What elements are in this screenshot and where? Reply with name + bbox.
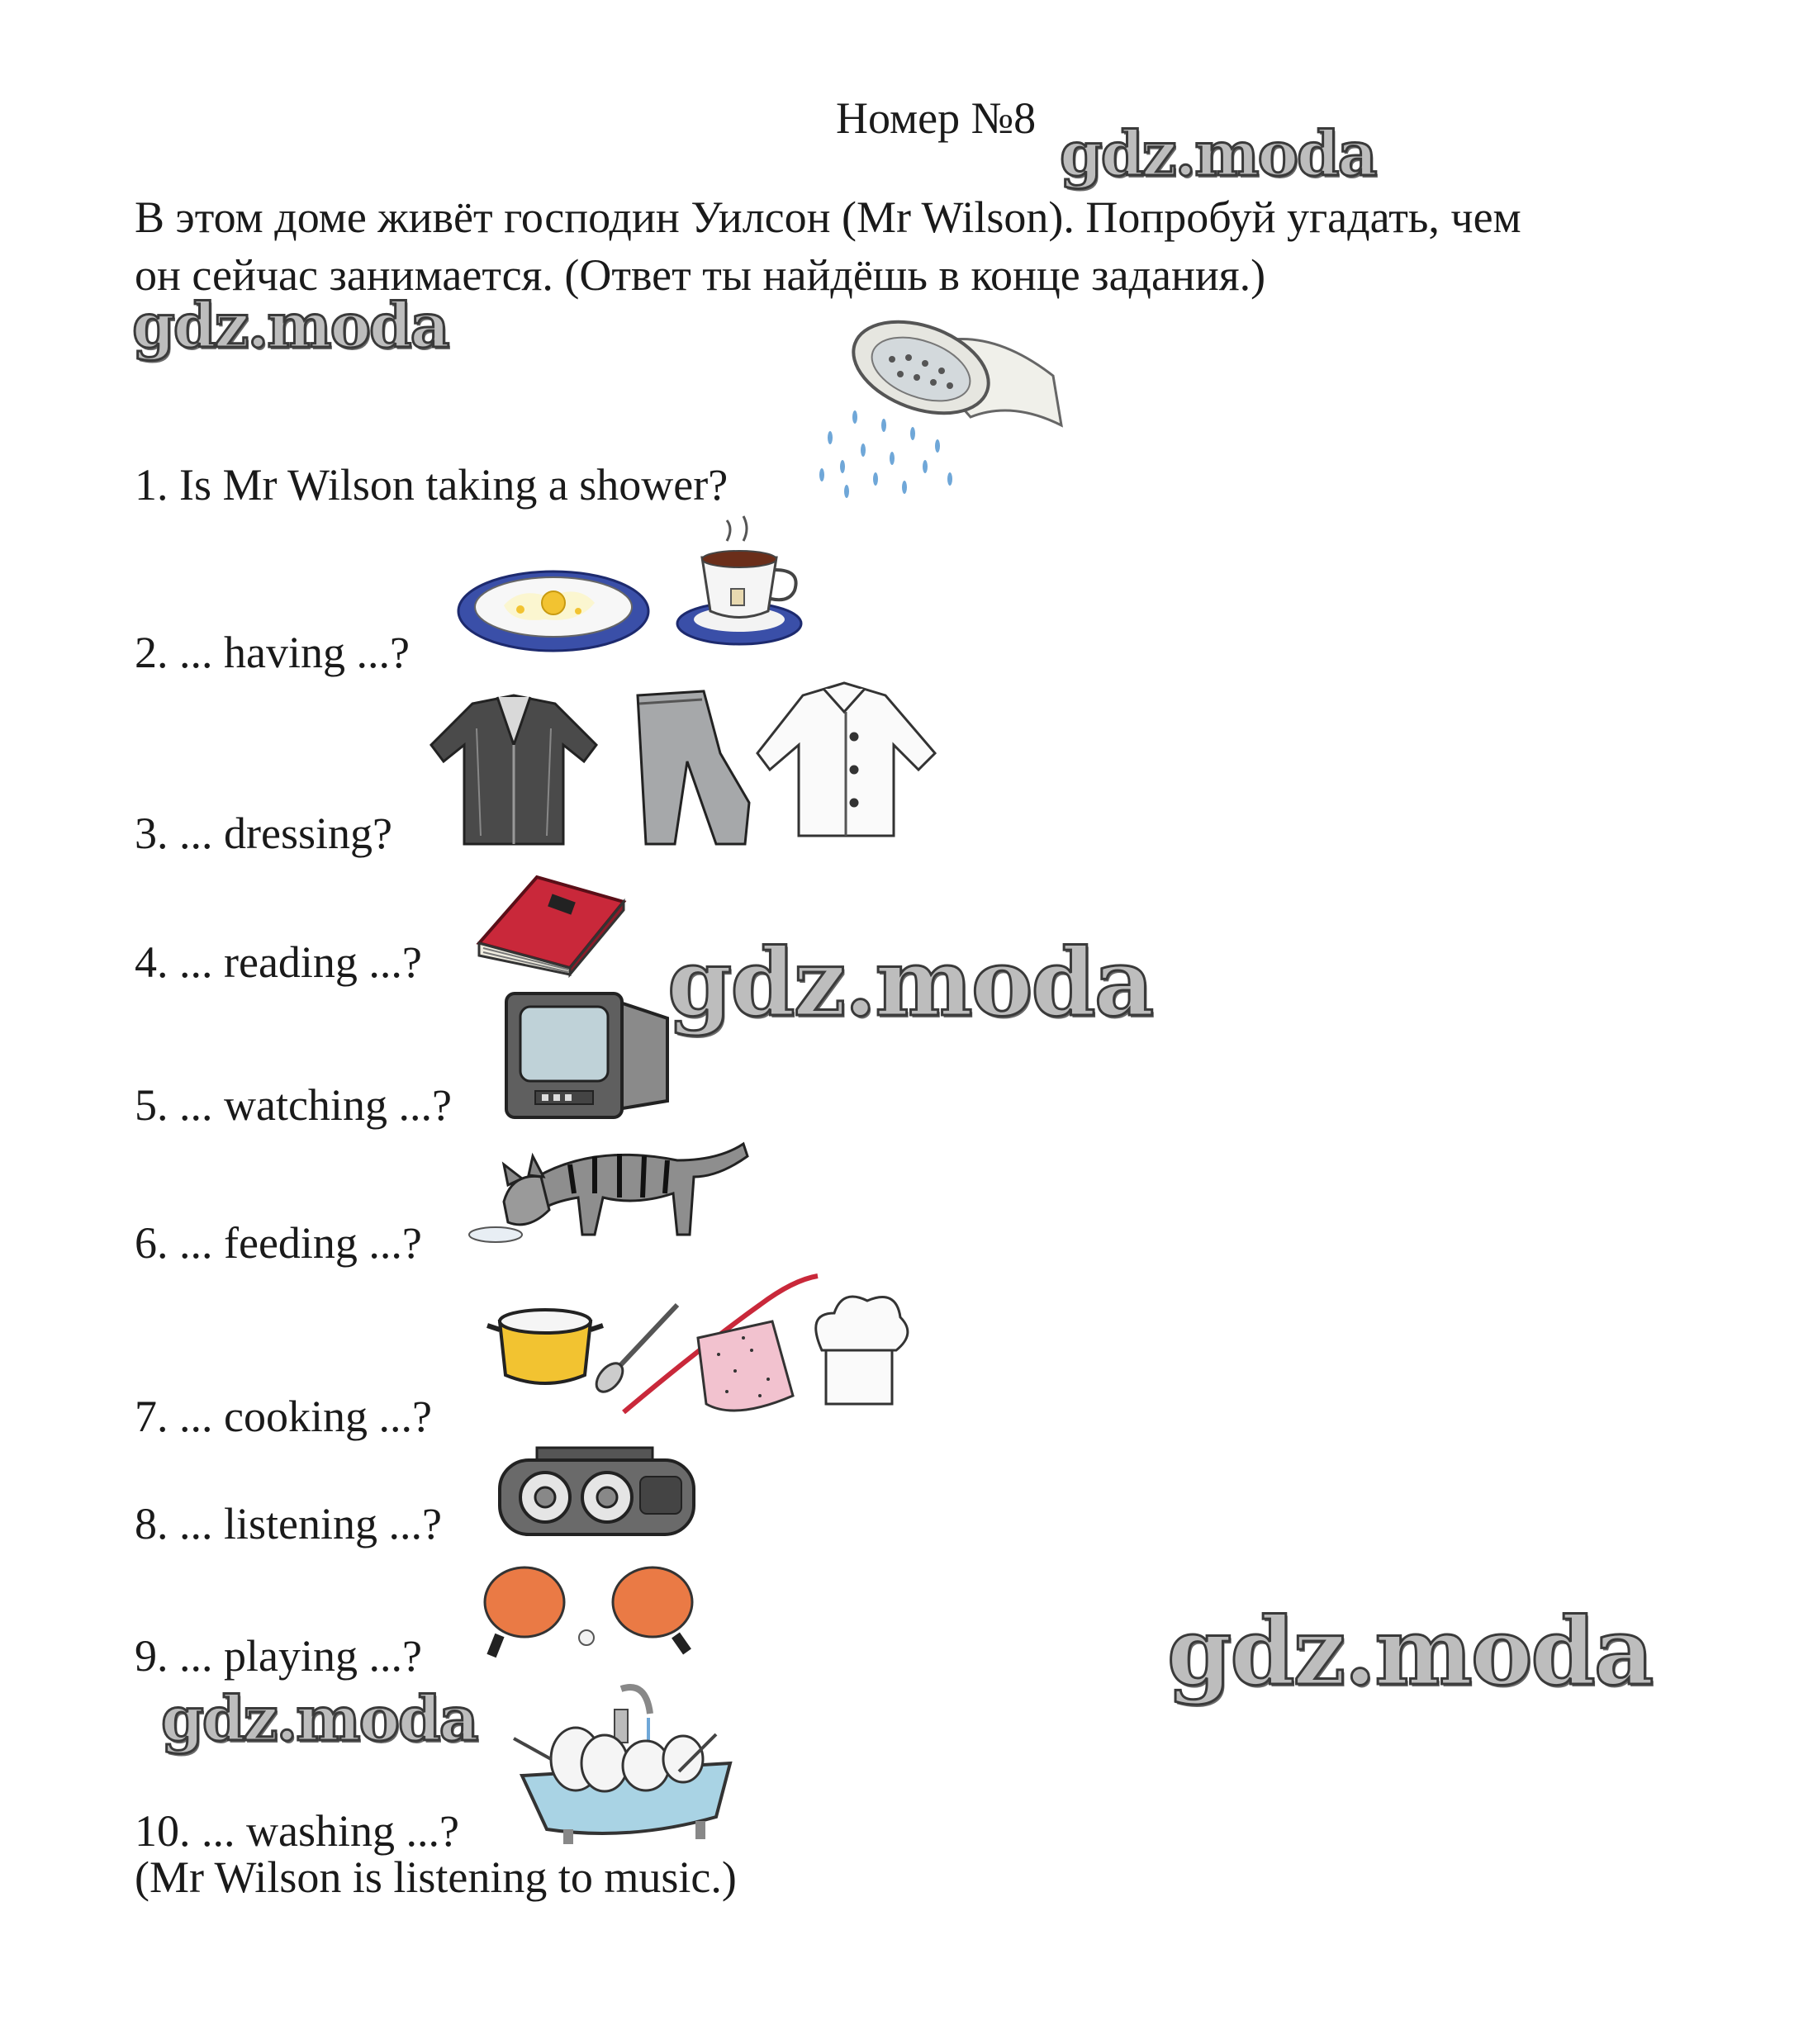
table-tennis-icon <box>479 1565 706 1672</box>
question-7: 7. ... cooking ...? <box>135 1392 432 1441</box>
chef-hat <box>816 1297 908 1404</box>
question-10: 10. ... washing ...? <box>135 1806 459 1856</box>
trousers <box>638 691 749 844</box>
watermark: gdz.moda <box>667 929 1153 1037</box>
question-3: 3. ... dressing? <box>135 809 392 858</box>
question-5: 5. ... watching ...? <box>135 1080 452 1130</box>
cooking-icon <box>487 1272 921 1420</box>
radio-icon <box>496 1444 698 1539</box>
shower-icon <box>814 301 1061 496</box>
watermark: gdz.moda <box>132 291 449 362</box>
book-icon <box>471 869 628 976</box>
tv-icon <box>502 985 672 1126</box>
clothes-icon <box>431 679 943 852</box>
intro-line-2: он сейчас занимается. (Ответ ты найдёшь в конце задания.) <box>135 250 1266 300</box>
question-4: 4. ... reading ...? <box>135 937 422 987</box>
spoon <box>591 1305 677 1397</box>
pot <box>487 1310 603 1383</box>
question-1: 1. Is Mr Wilson taking a shower? <box>135 460 729 510</box>
jacket <box>431 695 596 844</box>
watermark: gdz.moda <box>1060 119 1376 190</box>
intro-line-1: В этом доме живёт господин Уилсон (Mr Wilson). Попробуй угадать, чем <box>135 192 1521 242</box>
question-6: 6. ... feeding ...? <box>135 1218 422 1268</box>
breakfast-icon <box>454 508 809 652</box>
watermark: gdz.moda <box>161 1684 477 1755</box>
answer-text: (Mr Wilson is listening to music.) <box>135 1852 737 1902</box>
watermark: gdz.moda <box>1167 1598 1653 1706</box>
page-title: Номер №8 <box>836 93 1037 143</box>
sink-icon <box>514 1676 738 1846</box>
cat-icon <box>471 1127 752 1251</box>
intro-text <box>135 188 1745 304</box>
shirt <box>757 683 935 836</box>
apron <box>624 1276 818 1412</box>
question-8: 8. ... listening ...? <box>135 1499 442 1548</box>
question-9: 9. ... playing ...? <box>135 1631 422 1681</box>
question-2: 2. ... having ...? <box>135 628 410 677</box>
